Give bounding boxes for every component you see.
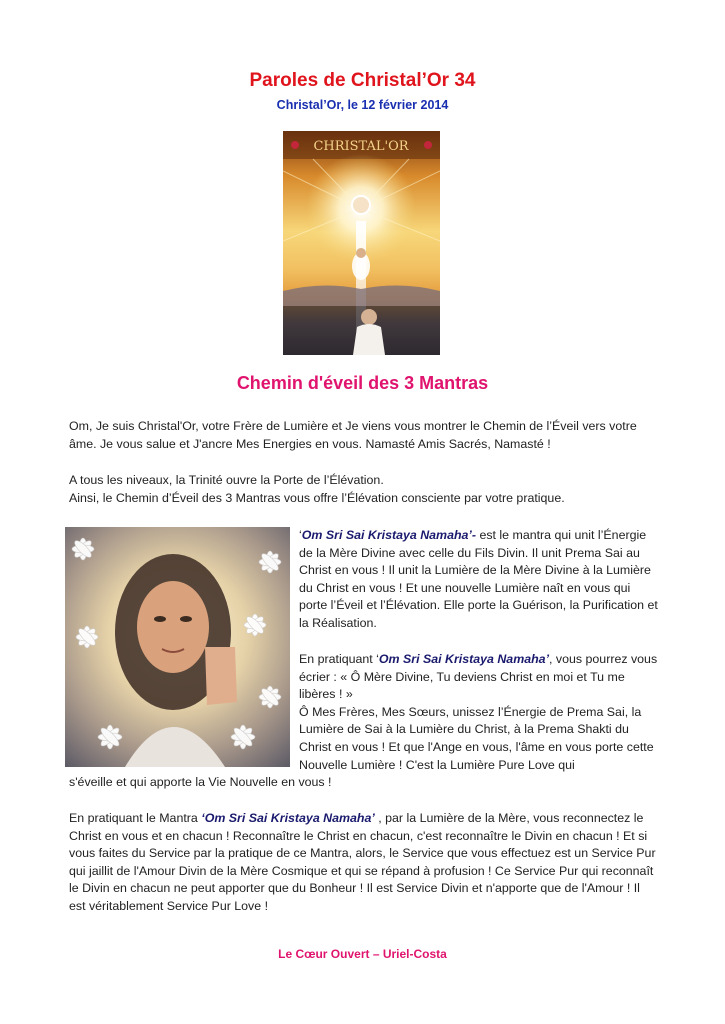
footer-signature: Le Cœur Ouvert – Uriel-Costa — [278, 947, 447, 961]
mantra-text: Om Sri Sai Kristaya Namaha’- — [301, 528, 476, 542]
rose-icon — [424, 141, 432, 149]
paragraph-mantra-practice-continued: s'éveille et qui apporte la Vie Nouvelle en vous ! — [69, 775, 332, 789]
raised-hand — [205, 647, 237, 705]
portrait-image — [65, 527, 290, 767]
page-title: Paroles de Christal’Or 34 — [249, 70, 476, 91]
page-subtitle-date: Christal’Or, le 12 février 2014 — [276, 98, 449, 112]
paragraph-trinity-line2: Ainsi, le Chemin d’Éveil des 3 Mantras vous offre l’Élévation consciente par votre pratique. — [69, 490, 565, 505]
rose-icon — [291, 141, 299, 149]
golden-light-column-image — [283, 131, 440, 355]
cover-logo-text: CHRISTAL'OR — [313, 139, 409, 154]
paragraph-mantra-practice: En pratiquant ‘Om Sri Sai Kristaya Namaha’, vous pourrez vous écrier : « Ô Mère Divine, Tu deviens Christ en moi et Tu me libères ! » Ô Mes Frères, Mes Sœurs, unissez l’Énergie de Prema Sai, la Lumière de Sai à la Lumière du Christ, à la Prema Shakti du Christ en vous ! Et que l'Ange en vous, l'âme en vous porte cette Nouvelle Lumière ! C'est la Lumière Pure Love qui — [299, 652, 658, 772]
paragraph-trinity-line1: A tous les niveaux, la Trinité ouvre la Porte de l’Élévation. — [69, 473, 384, 487]
mantra-text: Om Sri Sai Kristaya Namaha’ — [378, 652, 550, 666]
portrait-with-flowers-image — [65, 527, 290, 767]
paragraph-service: En pratiquant le Mantra ‘Om Sri Sai Kristaya Namaha’ , par la Lumière de la Mère, vous reconnectez le Christ en vous et en chacun ! Reconnaître le Christ en chacun, c'est reconnaître le Divin en chacun ! Et si vous faites du Service par la pratique de ce Mantra, alors, le Service que vous effectuez est un Service Pur qui jaillit de l'Amour Divin de la Mère Cosmique et qui se répand à profusion ! Ce Service Pur qui reconnaît le Divin en chacun ne peut apporter que du Bonheur ! Il est Service Divin et n'apporte que de l'Amour ! Il est véritablement Service Pur Love ! — [69, 811, 656, 913]
paragraph-mantra-intro: ‘Om Sri Sai Kristaya Namaha’- est le mantra qui unit l’Énergie de la Mère Divine avec celle du Fils Divin. Il unit Prema Sai au Christ en vous ! Il unit la Lumière de la Mère Divine à la Lumière du Christ en vous ! Et une nouvelle Lumière naît en vous qui porte l’Éveil et l’Élévation. Elle porte la Guérison, la Purification et la Réalisation. — [299, 528, 658, 630]
figure-bottom-head — [361, 309, 377, 325]
portrait-face — [137, 581, 209, 673]
paragraph-intro: Om, Je suis Christal'Or, votre Frère de Lumière et Je viens vous montrer le Chemin de l’Éveil vers votre âme. Je vous salue et J'ancre Mes Energies en vous. Namasté Amis Sacrés, Namasté ! — [69, 419, 637, 451]
cover-image — [283, 131, 440, 355]
section-title: Chemin d'éveil des 3 Mantras — [236, 373, 489, 393]
mantra-text: ‘Om Sri Sai Kristaya Namaha’ — [201, 811, 375, 825]
figure-head-top — [352, 196, 370, 214]
paragraph-trinity — [69, 472, 659, 507]
